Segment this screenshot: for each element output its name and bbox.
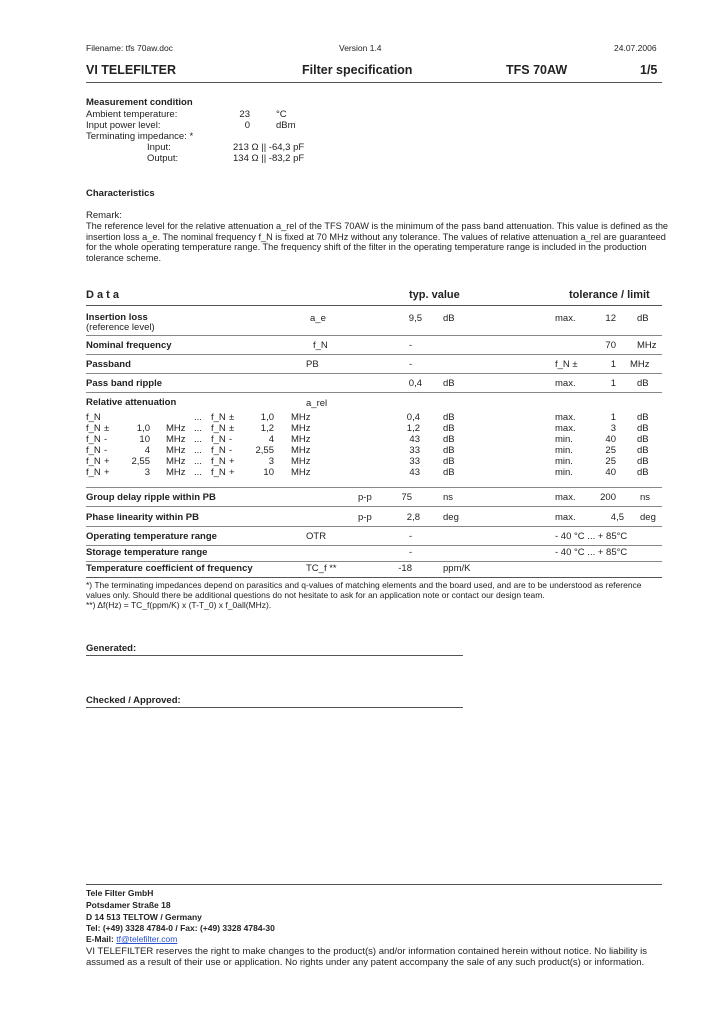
tc-unit: ppm/K (443, 563, 471, 574)
rel-att-unit: dB (443, 412, 455, 423)
passband-limval: 1 (610, 359, 616, 370)
rel-att-limval: 25 (605, 445, 616, 456)
phase-linearity-label: Phase linearity within PB (86, 512, 199, 523)
nominal-frequency-limunit: MHz (637, 340, 657, 351)
rel-att-op2: + (229, 456, 235, 467)
insertion-loss-symbol: a_e (310, 313, 326, 324)
rel-att-val: 1,2 (406, 423, 420, 434)
footer-divider (86, 884, 662, 885)
rel-att-limunit: dB (637, 423, 649, 434)
rel-att-b: f_N (211, 423, 226, 434)
col-tolerance-header: tolerance / limit (569, 289, 650, 301)
rel-att-limval: 40 (605, 467, 616, 478)
rel-att-v2: 2,55 (255, 445, 274, 456)
group-delay-value: 75 (401, 492, 412, 503)
footer-email-row (86, 934, 177, 944)
rel-att-a: f_N (86, 412, 101, 423)
table-header-divider (86, 305, 662, 306)
measurement-title: Measurement condition (86, 97, 193, 108)
rel-att-dots: ... (194, 423, 202, 434)
power-label: Input power level: (86, 120, 161, 131)
passband-limunit: MHz (630, 359, 650, 370)
rel-att-unit: dB (443, 456, 455, 467)
phase-linearity-limunit: deg (640, 512, 656, 523)
footer-city: D 14 513 TELTOW / Germany (86, 912, 202, 922)
tc-symbol: TC_f ** (306, 563, 337, 574)
rel-att-op2: ± (229, 412, 235, 423)
rel-att-op1: ± (104, 423, 110, 434)
rel-att-lim: min. (555, 445, 573, 456)
footer-street: Potsdamer Straße 18 (86, 900, 171, 910)
footer-email-link[interactable]: tf@telefilter.com (116, 934, 178, 944)
rel-att-limval: 25 (605, 456, 616, 467)
rel-att-limunit: dB (637, 434, 649, 445)
rel-att-v2: 3 (268, 456, 274, 467)
output-label: Output: (147, 153, 179, 164)
group-delay-lim: max. (555, 492, 576, 503)
rel-att-op1: + (104, 467, 110, 478)
rel-att-limval: 1 (610, 412, 616, 423)
rel-att-limunit: dB (637, 456, 649, 467)
impedance-label: Terminating impedance: * (86, 131, 194, 142)
insertion-loss-label: Insertion loss (86, 312, 148, 323)
rel-att-dots: ... (194, 434, 202, 445)
doc-title: Filter specification (302, 63, 413, 77)
rel-att-u1: MHz (166, 445, 186, 456)
generated-signature-line (86, 655, 463, 656)
relative-attenuation-label: Relative attenuation (86, 397, 177, 408)
rel-att-unit: dB (443, 423, 455, 434)
rel-att-b: f_N (211, 456, 226, 467)
rel-att-u1: MHz (166, 456, 186, 467)
group-delay-limval: 200 (600, 492, 616, 503)
rel-att-b: f_N (211, 467, 226, 478)
rel-att-b: f_N (211, 412, 226, 423)
footer-disclaimer-1: VI TELEFILTER reserves the right to make changes to the product(s) and/or information contained herein without notice. No liability is (86, 946, 647, 957)
footer-company: Tele Filter GmbH (86, 888, 154, 898)
remark-label: Remark: (86, 210, 122, 221)
nominal-frequency-symbol: f_N (313, 340, 328, 351)
ambient-value: 23 (239, 109, 250, 120)
group-delay-limunit: ns (640, 492, 651, 503)
group-delay-label: Group delay ripple within PB (86, 492, 216, 503)
rel-att-a: f_N (86, 445, 101, 456)
ripple-limval: 1 (610, 378, 616, 389)
input-value: 213 Ω || -64,3 pF (233, 142, 305, 153)
power-unit: dBm (276, 120, 296, 131)
col-typ-header: typ. value (409, 289, 460, 301)
rel-att-val: 33 (409, 445, 420, 456)
table-bottom-divider (86, 577, 662, 578)
checked-signature-line (86, 707, 463, 708)
rel-att-a: f_N (86, 423, 101, 434)
rel-att-v1: 10 (139, 434, 150, 445)
rel-att-u1: MHz (166, 434, 186, 445)
col-data-header: D a t a (86, 289, 120, 301)
rel-att-lim: max. (555, 412, 576, 423)
passband-symbol: PB (306, 359, 319, 370)
rel-att-v1: 4 (144, 445, 150, 456)
passband-lim: f_N ± (555, 359, 578, 370)
rel-att-val: 43 (409, 434, 420, 445)
footnote-1a: *) The terminating impedances depend on parasitics and q-values of matching elements and the board used, and are to be understood as reference (86, 580, 642, 590)
rel-att-v2: 10 (263, 467, 274, 478)
ambient-label: Ambient temperature: (86, 109, 178, 120)
rel-att-v1: 2,55 (131, 456, 150, 467)
storage-temp-value: - (409, 547, 413, 558)
phase-linearity-pp: p-p (358, 512, 372, 523)
nominal-frequency-value: - (409, 340, 413, 351)
rel-att-u1: MHz (166, 423, 186, 434)
rel-att-limunit: dB (637, 467, 649, 478)
rel-att-v1: 1,0 (136, 423, 150, 434)
passband-value: - (409, 359, 413, 370)
product-name: TFS 70AW (506, 63, 568, 77)
operating-temp-value: - (409, 531, 413, 542)
relative-attenuation-symbol: a_rel (306, 398, 328, 409)
group-delay-pp: p-p (358, 492, 372, 503)
footer-email-label: E-Mail: (86, 934, 114, 944)
rel-att-u2: MHz (291, 434, 311, 445)
filename: Filename: tfs 70aw.doc (86, 43, 173, 53)
phase-linearity-lim: max. (555, 512, 576, 523)
storage-temp-range: - 40 °C ... + 85°C (555, 547, 628, 558)
page-number: 1/5 (640, 63, 658, 77)
ambient-unit: °C (276, 109, 287, 120)
passband-label: Passband (86, 359, 131, 370)
rel-att-dots: ... (194, 456, 202, 467)
footer-tel: Tel: (+49) 3328 4784-0 / Fax: (+49) 3328 4784-30 (86, 923, 275, 933)
rel-att-b: f_N (211, 434, 226, 445)
tc-value: -18 (398, 563, 412, 574)
rel-att-op2: - (229, 434, 233, 445)
ripple-limunit: dB (637, 378, 649, 389)
ripple-lim: max. (555, 378, 576, 389)
header-divider (86, 82, 662, 83)
rel-att-op2: ± (229, 423, 235, 434)
rel-att-v2: 4 (268, 434, 274, 445)
input-label: Input: (147, 142, 171, 153)
rel-att-u2: MHz (291, 423, 311, 434)
ripple-label: Pass band ripple (86, 378, 163, 389)
ripple-unit: dB (443, 378, 455, 389)
storage-temp-label: Storage temperature range (86, 547, 208, 558)
rel-att-v2: 1,0 (260, 412, 274, 423)
rel-att-v1: 3 (144, 467, 150, 478)
rel-att-val: 0,4 (406, 412, 420, 423)
insertion-loss-lim: max. (555, 313, 576, 324)
rel-att-val: 43 (409, 467, 420, 478)
rel-att-unit: dB (443, 467, 455, 478)
rel-att-lim: min. (555, 434, 573, 445)
nominal-frequency-label: Nominal frequency (86, 340, 172, 351)
operating-temp-range: - 40 °C ... + 85°C (555, 531, 628, 542)
rel-att-b: f_N (211, 445, 226, 456)
rel-att-val: 33 (409, 456, 420, 467)
remark-text: The reference level for the relative attenuation a_rel of the TFS 70AW is the minimum of the pass band attenuation. This value is defined as the insertion loss a_e. The nominal frequency f_N is fixed at 70 MHz without any tolerance. The values of relative attenuation a_rel are guaranteed for the whole operating temperature range. The frequency shift of the filter in the operating temperature range is included in the production tolerance scheme. (86, 221, 669, 263)
rel-att-lim: min. (555, 467, 573, 478)
footnote-1b: values only. Should there be additional questions do not hesitate to ask for an application note or contact our design team. (86, 590, 545, 600)
footer-disclaimer-2: assumed as a result of their use or application. No rights under any patent accompany the sale of any such product(s) or information. (86, 957, 645, 968)
rel-att-op2: + (229, 467, 235, 478)
output-value: 134 Ω || -83,2 pF (233, 153, 305, 164)
rel-att-op1: - (104, 445, 108, 456)
rel-att-dots: ... (194, 412, 202, 423)
company-logo: VI TELEFILTER (86, 63, 177, 77)
rel-att-lim: max. (555, 423, 576, 434)
rel-att-u2: MHz (291, 445, 311, 456)
group-delay-unit: ns (443, 492, 454, 503)
rel-att-v2: 1,2 (260, 423, 274, 434)
operating-temp-symbol: OTR (306, 531, 327, 542)
insertion-loss-limunit: dB (637, 313, 649, 324)
version: Version 1.4 (339, 43, 382, 53)
rel-att-lim: min. (555, 456, 573, 467)
rel-att-op2: - (229, 445, 233, 456)
insertion-loss-sub: (reference level) (86, 322, 155, 333)
insertion-loss-value: 9,5 (408, 313, 422, 324)
generated-label: Generated: (86, 643, 137, 654)
insertion-loss-unit: dB (443, 313, 455, 324)
power-value: 0 (244, 120, 250, 131)
rel-att-limval: 3 (610, 423, 616, 434)
tc-label: Temperature coefficient of frequency (86, 563, 253, 574)
rel-att-u2: MHz (291, 456, 311, 467)
rel-att-u1: MHz (166, 467, 186, 478)
rel-att-limunit: dB (637, 445, 649, 456)
phase-linearity-unit: deg (443, 512, 459, 523)
rel-att-dots: ... (194, 445, 202, 456)
rel-att-a: f_N (86, 434, 101, 445)
rel-att-op1: + (104, 456, 110, 467)
rel-att-a: f_N (86, 456, 101, 467)
rel-att-dots: ... (194, 467, 202, 478)
rel-att-u2: MHz (291, 412, 311, 423)
rel-att-limval: 40 (605, 434, 616, 445)
operating-temp-label: Operating temperature range (86, 531, 217, 542)
ripple-value: 0,4 (408, 378, 422, 389)
nominal-frequency-limval: 70 (605, 340, 616, 351)
date: 24.07.2006 (614, 43, 657, 53)
rel-att-unit: dB (443, 434, 455, 445)
rel-att-u2: MHz (291, 467, 311, 478)
rel-att-op1: - (104, 434, 108, 445)
characteristics-title: Characteristics (86, 188, 155, 199)
rel-att-unit: dB (443, 445, 455, 456)
phase-linearity-limval: 4,5 (610, 512, 624, 523)
rel-att-a: f_N (86, 467, 101, 478)
phase-linearity-value: 2,8 (406, 512, 420, 523)
footnote-2: **) Δf(Hz) = TC_f(ppm/K) x (T-T_0) x f_0all(MHz). (86, 600, 272, 610)
rel-att-limunit: dB (637, 412, 649, 423)
checked-label: Checked / Approved: (86, 695, 181, 706)
insertion-loss-limval: 12 (605, 313, 616, 324)
